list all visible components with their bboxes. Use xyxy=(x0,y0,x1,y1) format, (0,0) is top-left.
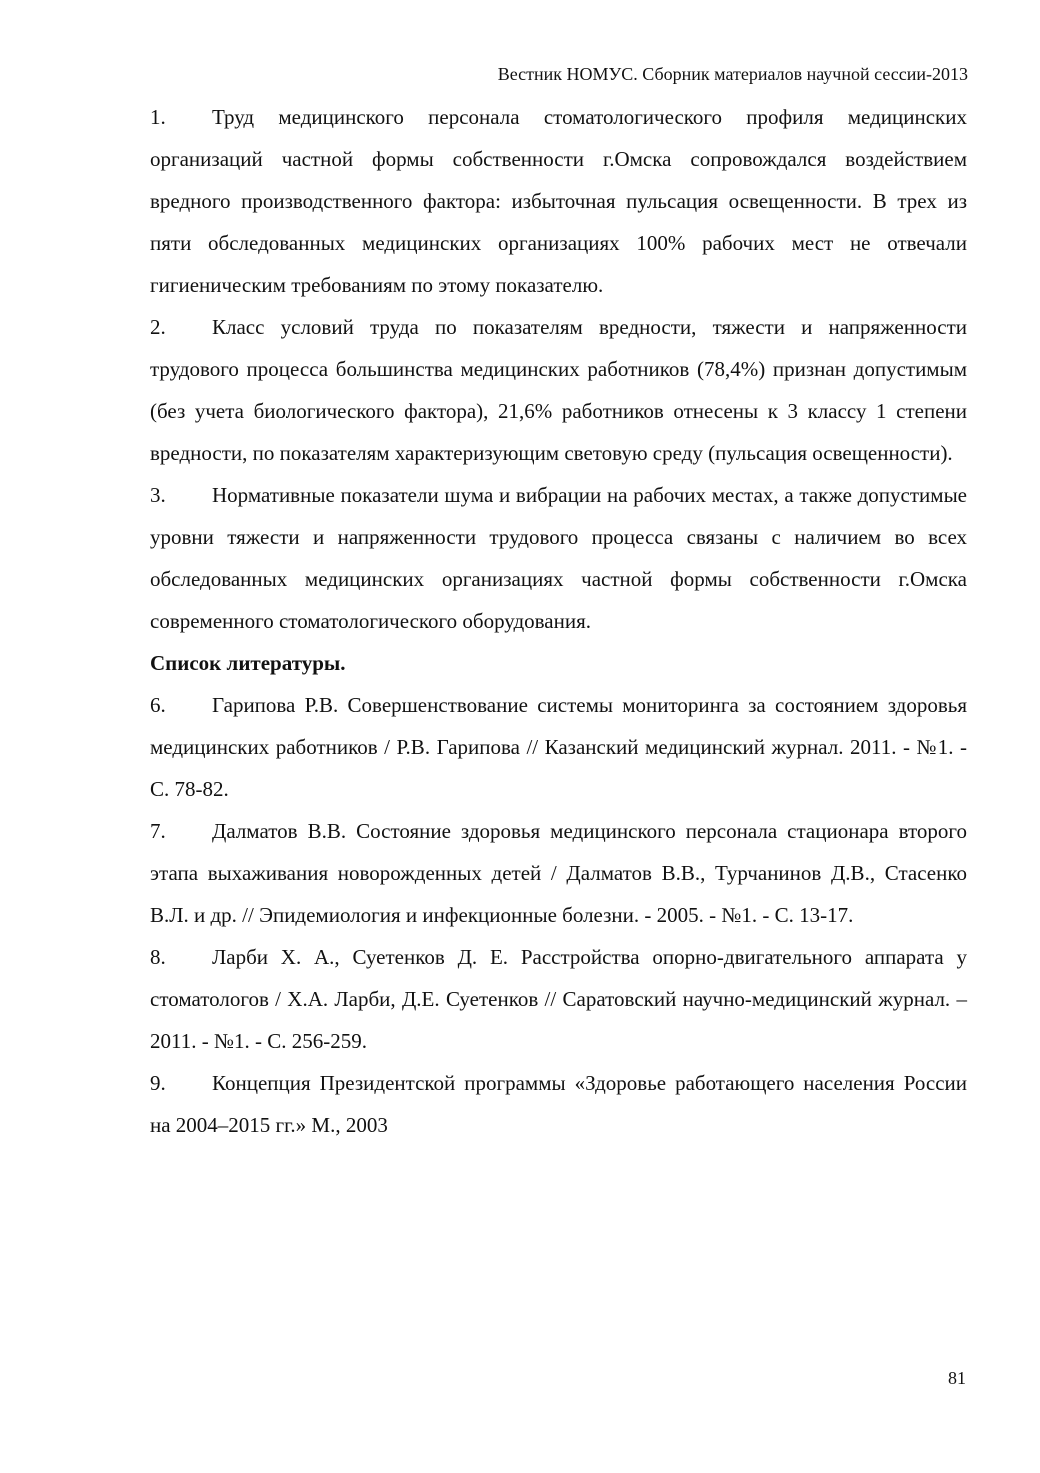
reference-text: Гарипова Р.В. Совершенствование системы мониторинга за состоянием здоровья медицинских работников / Р.В. Гарипова // Казанский медицинский журнал. 2011. - №1. - С. 78-82. xyxy=(150,693,967,801)
conclusion-text: Класс условий труда по показателям вредности, тяжести и напряженности трудового процесса большинства медицинских работников (78,4%) признан допустимым (без учета биологического фактора), 21,6% работников отнесены к 3 классу 1 степени вредности, по показателям характеризующим световую среду (пульсация освещенности). xyxy=(150,315,967,465)
conclusion-item xyxy=(150,306,967,474)
reference-item xyxy=(150,1062,967,1146)
reference-item xyxy=(150,936,967,1062)
conclusion-item xyxy=(150,474,967,642)
reference-item xyxy=(150,810,967,936)
reference-number: 8. xyxy=(150,945,166,969)
conclusion-number: 1. xyxy=(150,105,166,129)
running-header: Вестник НОМУС. Сборник материалов научной сессии-2013 xyxy=(497,64,968,84)
page-content xyxy=(150,96,967,1146)
conclusion-number: 3. xyxy=(150,483,166,507)
reference-number: 6. xyxy=(150,693,166,717)
reference-item xyxy=(150,684,967,810)
reference-text: Ларби Х. А., Суетенков Д. Е. Расстройства опорно-двигательного аппарата у стоматологов / Х.А. Ларби, Д.Е. Суетенков // Саратовский научно-медицинский журнал. – 2011. - №1. - С. 256-259. xyxy=(150,945,967,1053)
page-number: 81 xyxy=(948,1368,966,1388)
reference-text: Далматов В.В. Состояние здоровья медицинского персонала стационара второго этапа выхаживания новорожденных детей / Далматов В.В., Турчанинов Д.В., Стасенко В.Л. и др. // Эпидемиология и инфекционные болезни. - 2005. - №1. - С. 13-17. xyxy=(150,819,967,927)
conclusion-item xyxy=(150,96,967,306)
references-title: Список литературы. xyxy=(150,651,346,675)
reference-number: 7. xyxy=(150,819,166,843)
reference-text: Концепция Президентской программы «Здоровье работающего населения России на 2004–2015 гг.» М., 2003 xyxy=(150,1071,967,1137)
conclusion-number: 2. xyxy=(150,315,166,339)
conclusion-text: Труд медицинского персонала стоматологического профиля медицинских организаций частной формы собственности г.Омска сопровождался воздействием вредного производственного фактора: избыточная пульсация освещенности. В трех из пяти обследованных медицинских организациях 100% рабочих мест не отвечали гигиеническим требованиям по этому показателю. xyxy=(150,105,967,297)
reference-number: 9. xyxy=(150,1071,166,1095)
conclusion-text: Нормативные показатели шума и вибрации на рабочих местах, а также допустимые уровни тяжести и напряженности трудового процесса связаны с наличием во всех обследованных медицинских организациях частной формы собственности г.Омска современного стоматологического оборудования. xyxy=(150,483,967,633)
